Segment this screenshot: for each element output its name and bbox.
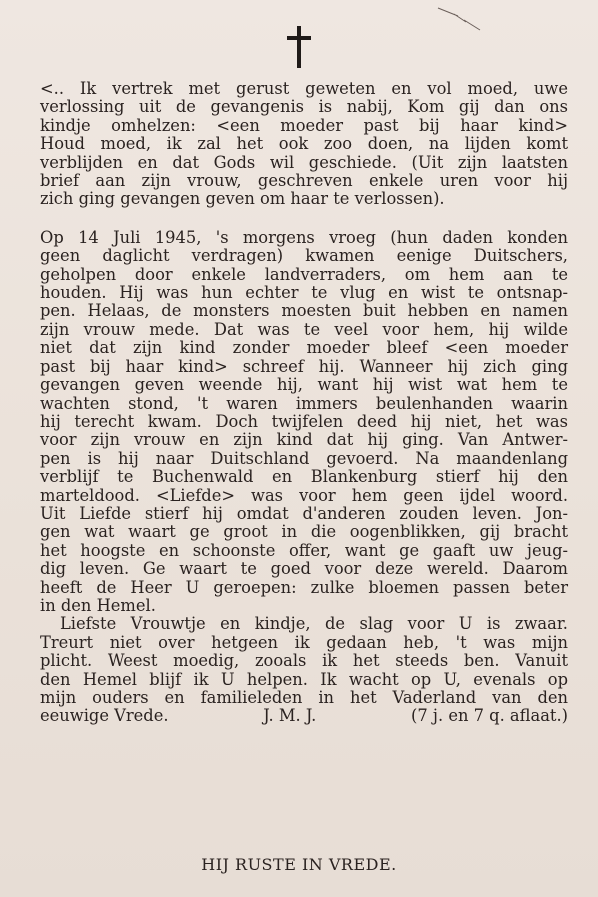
text-line: gen wat waart ge groot in die oogenblikken, gij bracht [40,522,568,542]
text-line: wachten stond, 't waren immers beulenhanden waarin [40,393,568,413]
text-line: verblijf te Buchenwald en Blankenburg stierf hij den [40,467,568,487]
signoff-left: eeuwige Vrede. [40,706,169,726]
cross-icon [281,24,317,70]
text-line: in den Hemel. [40,595,156,615]
letter-text [40,80,568,726]
text-line: kindje omhelzen: <een moeder past bij haar kind> [40,115,568,135]
text-line: Treurt niet over hetgeen ik gedaan heb, 't was mijn [40,632,568,652]
text-line: past bij haar kind> schreef hij. Wanneer hij zich ging [40,356,568,376]
text-line: plicht. Weest moedig, zooals ik het steeds ben. Vanuit [40,651,568,671]
text-line: Houd moed, ik zal het ook zoo doen, na lijden komt [40,134,568,154]
text-line: het hoogste en schoonste offer, want ge gaaft uw jeug- [40,540,568,560]
text-line: geholpen door enkele landverraders, om hem aan te [40,264,568,284]
signoff-jmj: J. M. J. [263,706,317,726]
text-line: den Hemel blijf ik U helpen. Ik wacht op U, evenals op [40,669,568,689]
closing-phrase: HIJ RUSTE IN VREDE. [201,855,397,874]
text-line: hij terecht kwam. Doch twijfelen deed hij niet, het was [40,411,568,431]
paragraph-farewell [40,615,568,725]
text-line: voor zijn vrouw en zijn kind dat hij ging. Van Antwer- [40,430,568,450]
text-line: houden. Hij was hun echter te vlug en wist te ontsnap- [40,283,568,303]
text-line: verlossing uit de gevangenis is nabij, Kom gij dan ons [40,97,568,117]
text-line: verblijden en dat Gods wil geschiede. (Uit zijn laatsten [40,152,568,172]
text-line: Liefste Vrouwtje en kindje, de slag voor U is zwaar. [60,614,568,634]
text-line: heeft de Heer U geroepen: zulke bloemen passen beter [40,577,568,597]
text-line: zijn vrouw mede. Dat was te veel voor hem, hij wilde [40,319,568,339]
text-line: niet dat zijn kind zonder moeder bleef <een moeder [40,338,568,358]
text-line: brief aan zijn vrouw, geschreven enkele uren voor hij [40,171,568,191]
text-line: Op 14 Juli 1945, 's morgens vroeg (hun daden konden [40,227,568,247]
text-line: Uit Liefde stierf hij omdat d'anderen zouden leven. Jon- [40,503,568,523]
text-line: pen. Helaas, de monsters moesten buit hebben en namen [40,301,568,321]
text-line: <.. Ik vertrek met gerust geweten en vol moed, uwe [40,79,568,98]
text-line: pen is hij naar Duitschland gevoerd. Na maandenlang [40,448,568,468]
text-line: geen daglicht verdragen) kwamen eenige Duitschers, [40,246,568,266]
paragraph-story [40,229,568,616]
paragraph-quote [40,80,568,209]
text-line: zich ging gevangen geven om haar te verlossen). [40,189,445,209]
text-line: marteldood. <Liefde> was voor hem geen ijdel woord. [40,485,568,505]
signoff-line [40,707,568,725]
indulgence-note: (7 j. en 7 q. aflaat.) [411,706,568,726]
text-line: gevangen geven weende hij, want hij wist wat hem te [40,375,568,395]
scratch-mark [436,4,496,34]
text-line: dig leven. Ge waart te goed voor deze wereld. Daarom [40,559,568,579]
text-line: mijn ouders en familieleden in het Vaderland van den [40,688,568,707]
